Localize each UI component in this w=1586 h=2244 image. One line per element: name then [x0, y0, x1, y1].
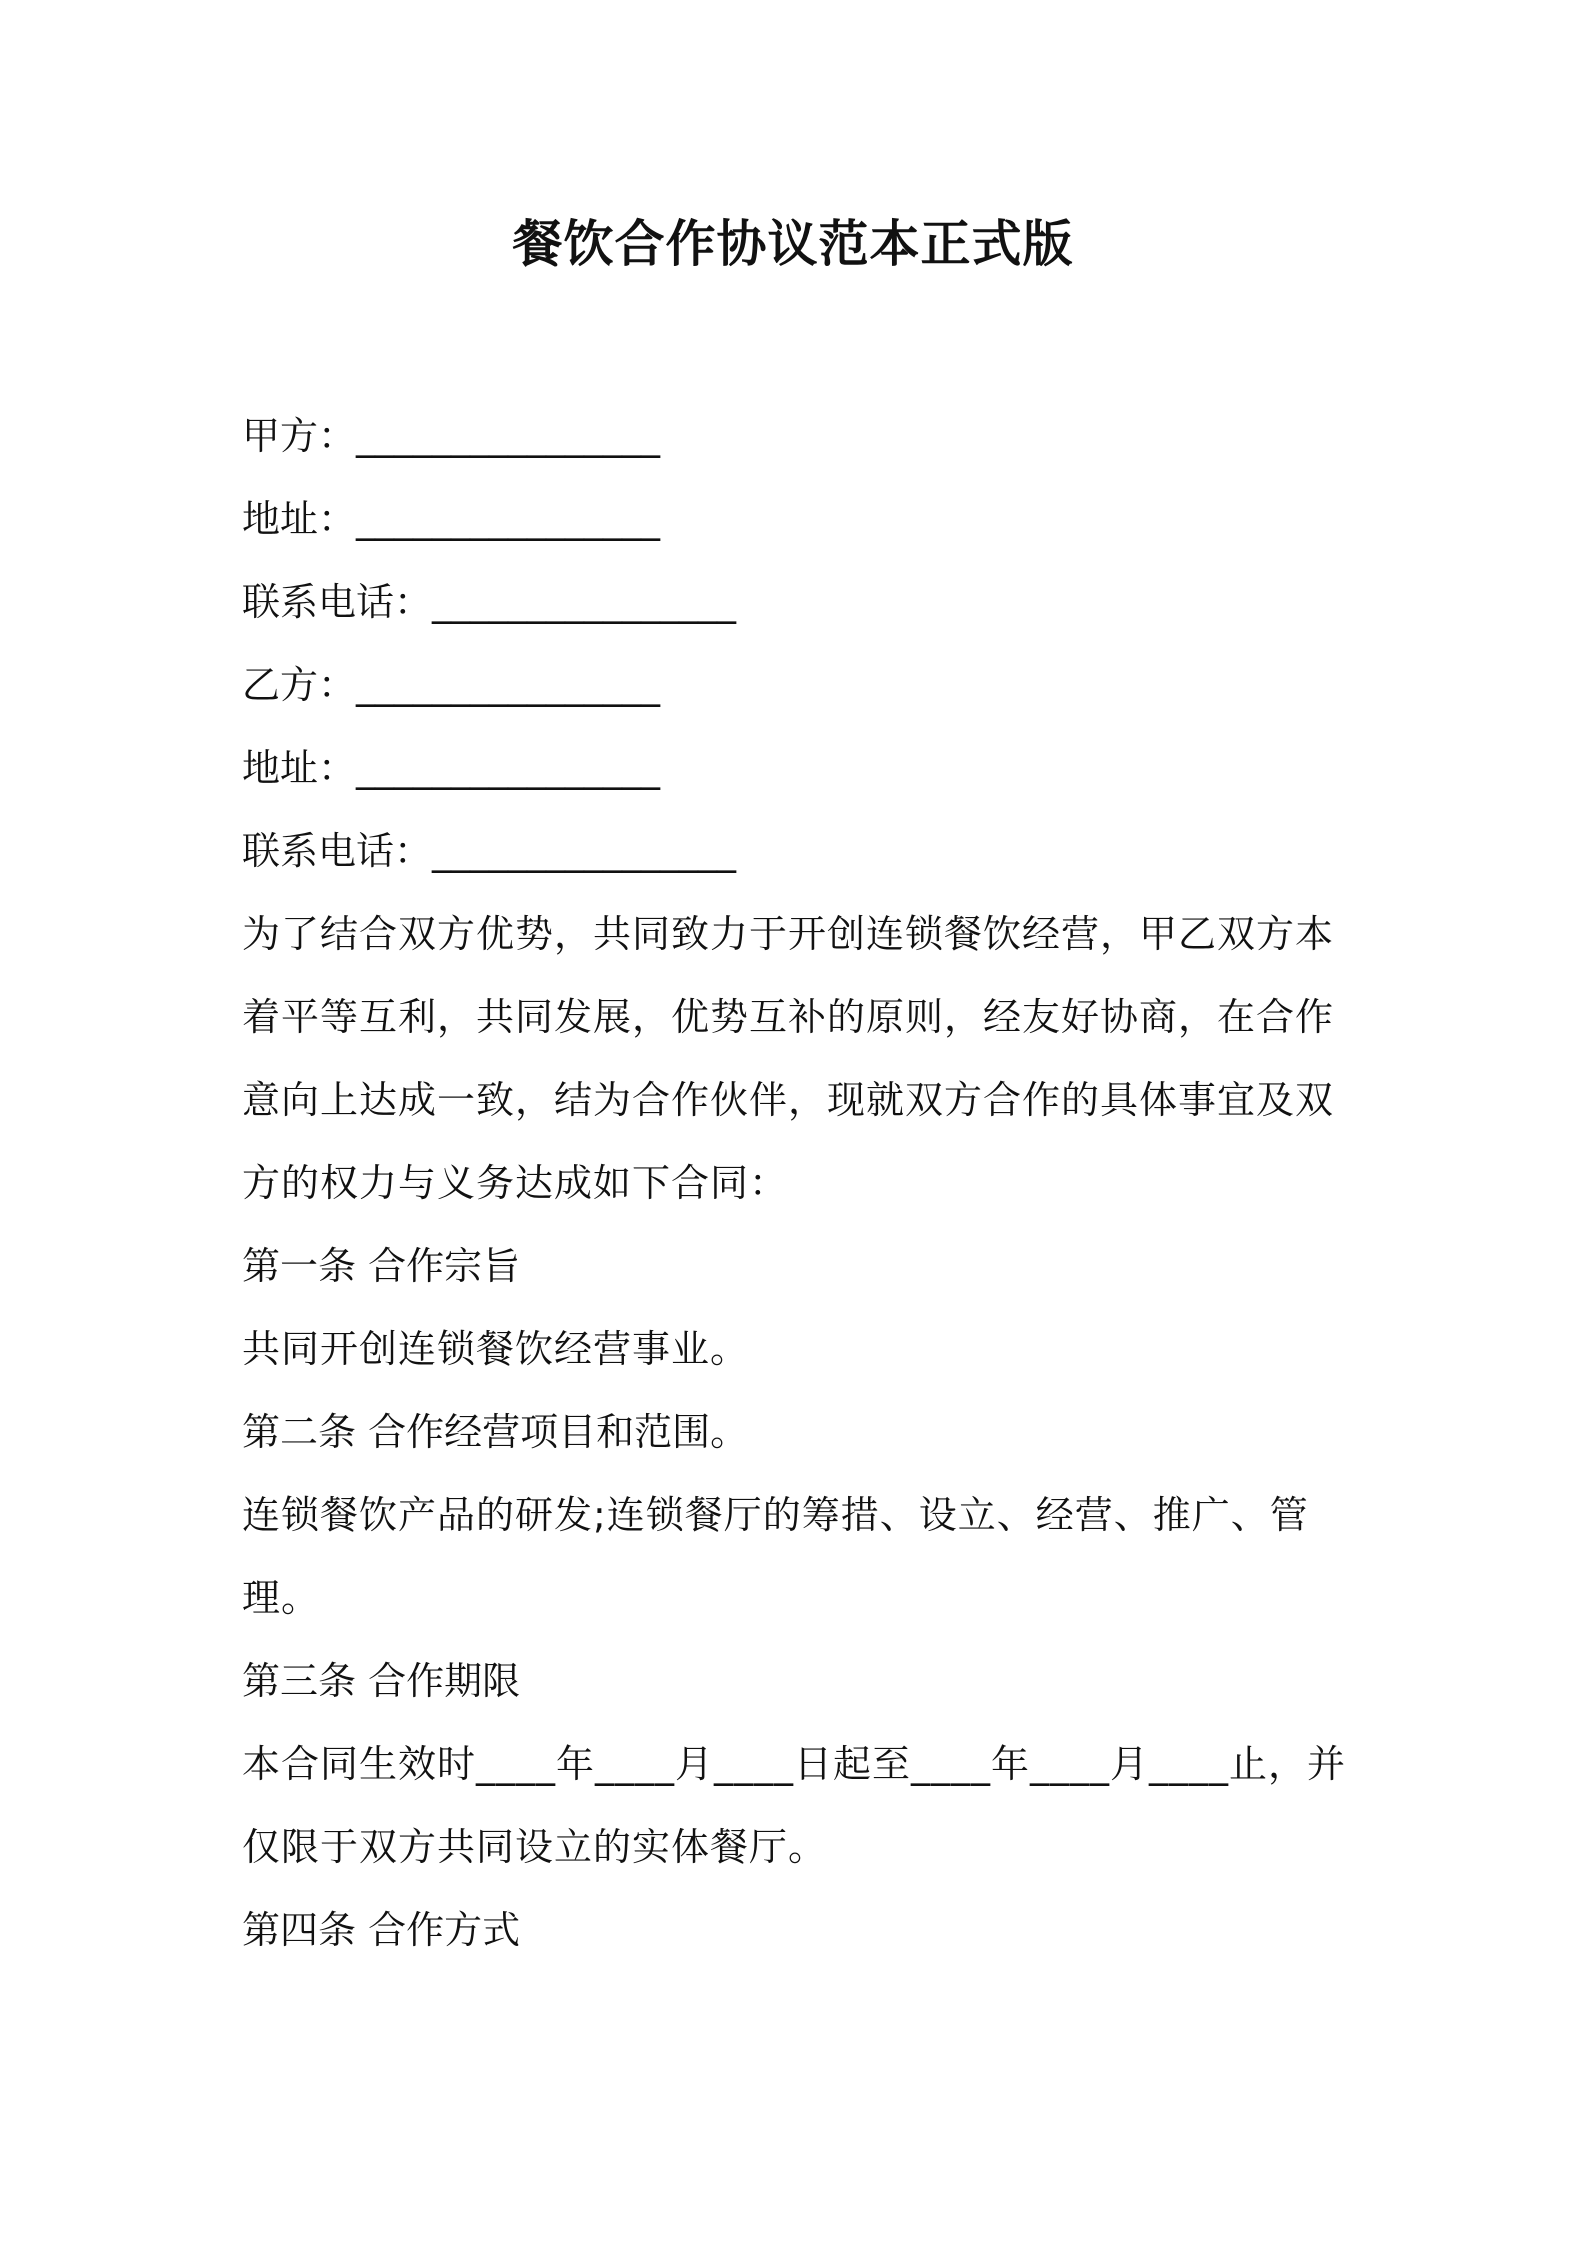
article-1-heading: 第一条 合作宗旨 [242, 1244, 521, 1288]
party-b-phone: 联系电话：________________ [242, 829, 737, 873]
article-3-heading: 第三条 合作期限 [242, 1659, 521, 1703]
party-b-address: 地址：________________ [242, 746, 661, 790]
party-a-name: 甲方：________________ [242, 414, 661, 458]
article-2-heading: 第二条 合作经营项目和范围。 [242, 1410, 749, 1454]
article-2-text: 连锁餐饮产品的研发;连锁餐厅的筹措、设立、经营、推广、管理。 [242, 1493, 1309, 1620]
party-a-address: 地址：________________ [242, 497, 661, 541]
document-title: 餐饮合作协议范本正式版 [512, 215, 1074, 273]
preamble-paragraph: 为了结合双方优势，共同致力于开创连锁餐饮经营，甲乙双方本着平等互利，共同发展，优势互补的原则，经友好协商，在合作意向上达成一致，结为合作伙伴，现就双方合作的具体事宜及双方的权力与义务达成如下合同： [242, 912, 1335, 1205]
article-3-text: 本合同生效时____年____月____日起至____年____月____止，并仅限于双方共同设立的实体餐厅。 [242, 1742, 1347, 1869]
document-body [242, 395, 1362, 1972]
party-a-phone: 联系电话：________________ [242, 580, 737, 624]
article-4-heading: 第四条 合作方式 [242, 1908, 521, 1952]
article-1-text: 共同开创连锁餐饮经营事业。 [242, 1327, 750, 1371]
party-b-name: 乙方：________________ [242, 663, 661, 707]
